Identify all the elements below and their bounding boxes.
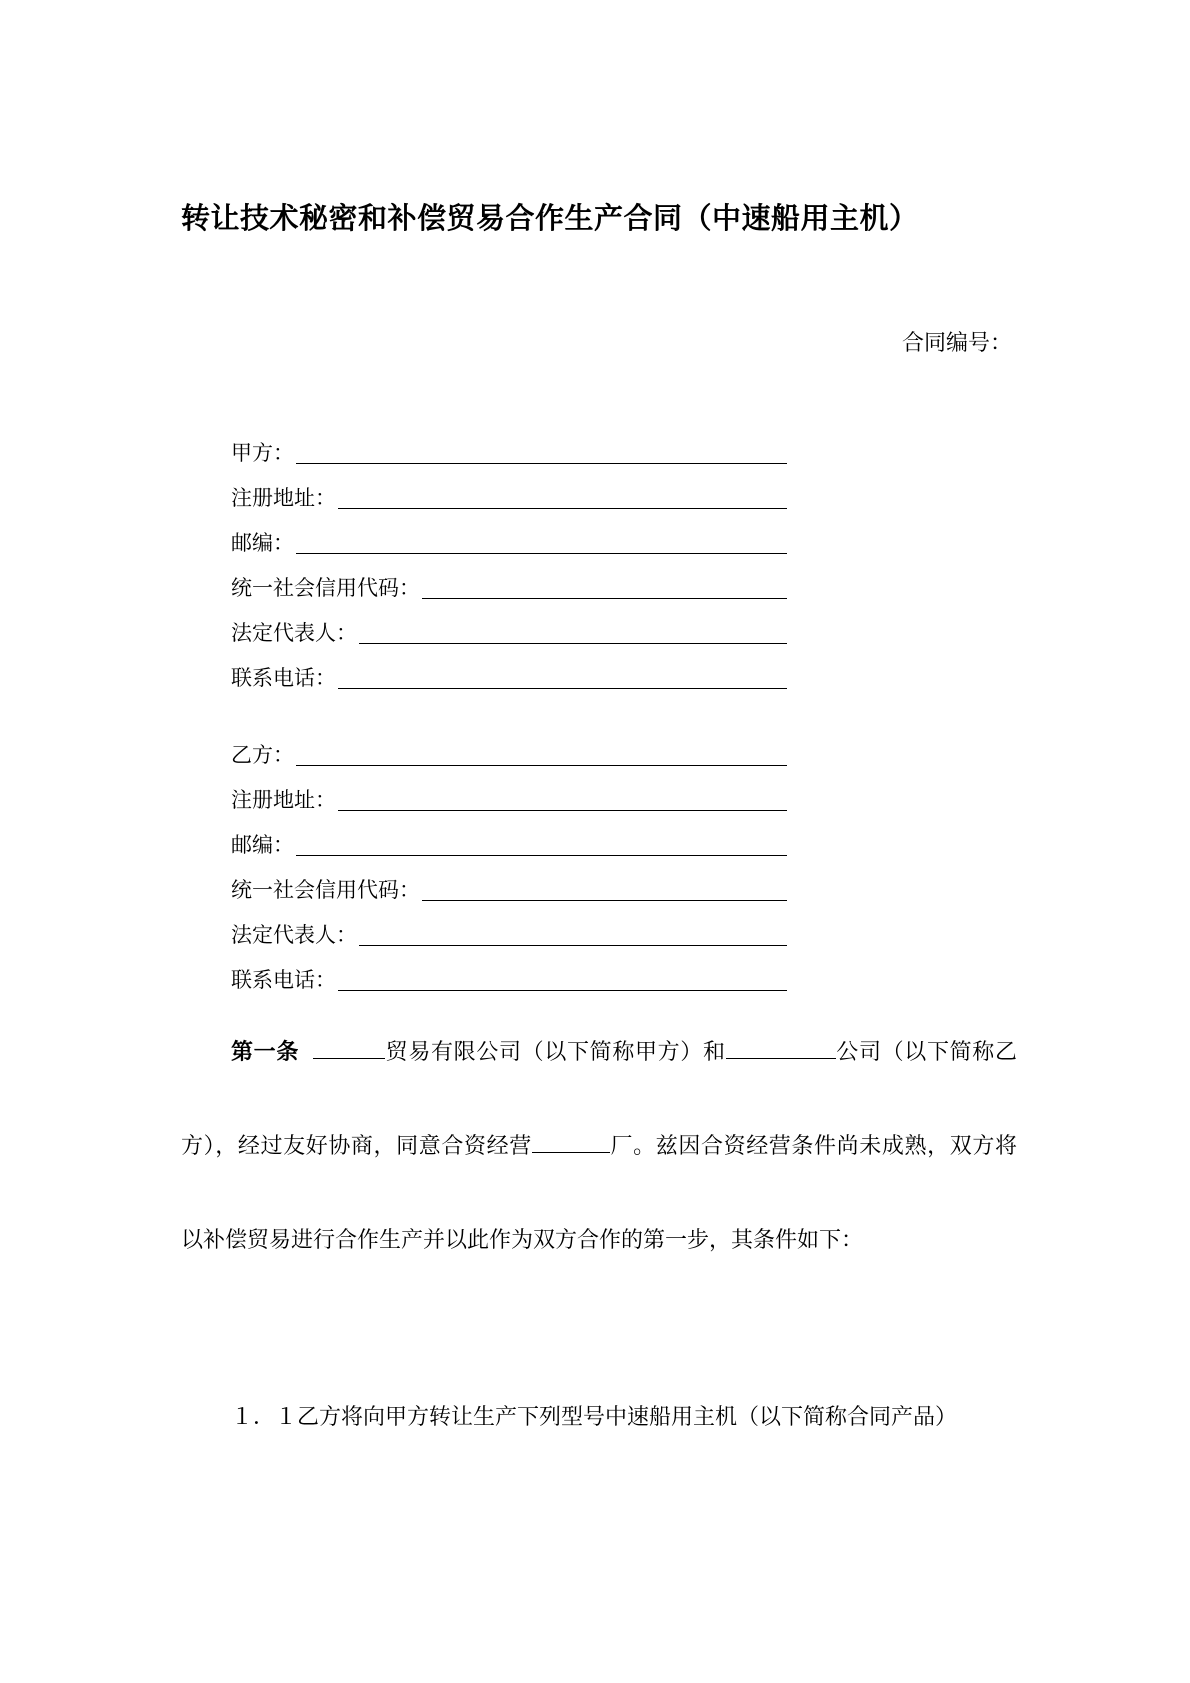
party-b-phone-blank[interactable] xyxy=(338,966,787,991)
party-b-credit-code-label: 统一社会信用代码： xyxy=(231,878,420,902)
party-a-postcode-label: 邮编： xyxy=(231,531,294,555)
party-b-credit-code-row xyxy=(231,859,787,904)
party-a-credit-code-row xyxy=(231,557,787,602)
party-b-postcode-row xyxy=(231,814,787,859)
article-1-text-2: 公司（以下简称乙方），经过友好协商，同意合资经营 xyxy=(181,1040,1017,1159)
article-1-paragraph xyxy=(181,1006,1017,1288)
document-title: 转让技术秘密和补偿贸易合作生产合同（中速船用主机） xyxy=(181,201,919,235)
party-a-name-label: 甲方： xyxy=(231,441,294,465)
factory-name-blank[interactable] xyxy=(532,1130,610,1153)
party-a-postcode-blank[interactable] xyxy=(296,529,787,554)
party-b-name-row xyxy=(231,724,787,769)
party-a-credit-code-blank[interactable] xyxy=(422,574,787,599)
party-b-phone-label: 联系电话： xyxy=(231,968,336,992)
party-a-phone-row xyxy=(231,647,787,692)
party-b-address-row xyxy=(231,769,787,814)
article-1-text-3: 厂。兹因合资经营条件尚未成熟，双方将以补偿贸易进行合作生产并以此作为双方合作的第一步，其条件如下： xyxy=(181,1134,1017,1253)
party-a-representative-label: 法定代表人： xyxy=(231,621,357,645)
clause-1-1: １．１乙方将向甲方转让生产下列型号中速船用主机（以下简称合同产品） xyxy=(231,1405,958,1430)
company-a-blank[interactable] xyxy=(313,1036,385,1059)
party-b-info xyxy=(231,724,787,994)
contract-number-label: 合同编号： xyxy=(901,331,1012,356)
party-b-address-label: 注册地址： xyxy=(231,788,336,812)
party-a-postcode-row xyxy=(231,512,787,557)
party-a-name-blank[interactable] xyxy=(296,439,787,464)
article-1-text-1: 贸易有限公司（以下简称甲方）和 xyxy=(385,1040,726,1065)
party-a-address-row xyxy=(231,467,787,512)
party-b-representative-label: 法定代表人： xyxy=(231,923,357,947)
party-a-name-row xyxy=(231,422,787,467)
party-b-address-blank[interactable] xyxy=(338,786,787,811)
article-1-heading: 第一条 xyxy=(231,1040,299,1065)
party-a-representative-blank[interactable] xyxy=(359,619,787,644)
party-b-phone-row xyxy=(231,949,787,994)
party-b-representative-row xyxy=(231,904,787,949)
party-a-phone-label: 联系电话： xyxy=(231,666,336,690)
company-b-blank[interactable] xyxy=(726,1036,836,1059)
party-a-address-blank[interactable] xyxy=(338,484,787,509)
party-b-name-blank[interactable] xyxy=(296,741,787,766)
party-b-representative-blank[interactable] xyxy=(359,921,787,946)
party-b-credit-code-blank[interactable] xyxy=(422,876,787,901)
party-b-postcode-label: 邮编： xyxy=(231,833,294,857)
party-a-credit-code-label: 统一社会信用代码： xyxy=(231,576,420,600)
party-a-address-label: 注册地址： xyxy=(231,486,336,510)
party-a-phone-blank[interactable] xyxy=(338,664,787,689)
party-a-representative-row xyxy=(231,602,787,647)
party-b-postcode-blank[interactable] xyxy=(296,831,787,856)
party-b-name-label: 乙方： xyxy=(231,743,294,767)
party-a-info xyxy=(231,422,787,692)
